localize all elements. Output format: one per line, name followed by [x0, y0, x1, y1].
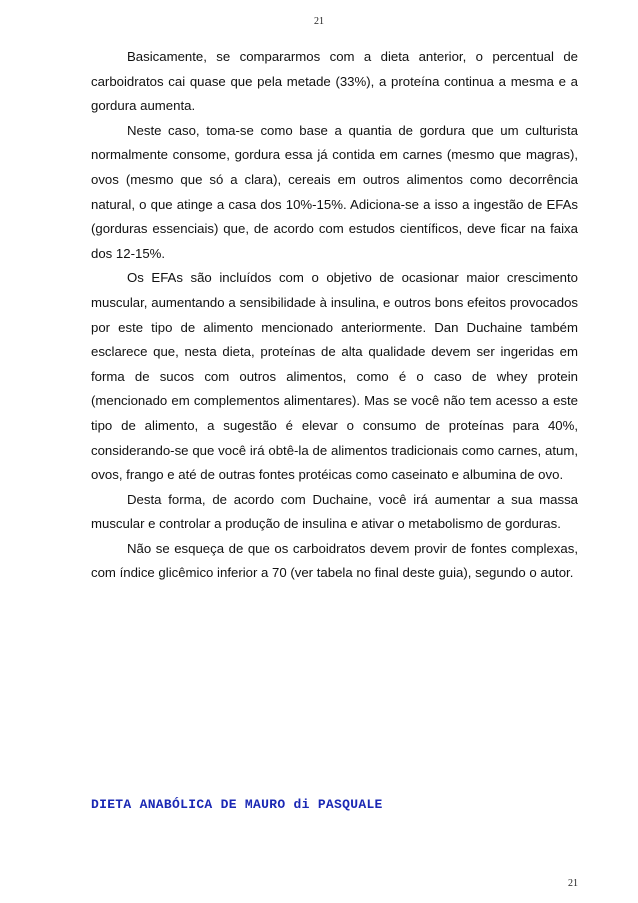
page-number-bottom: 21 [568, 878, 578, 889]
paragraph: Desta forma, de acordo com Duchaine, você irá aumentar a sua massa muscular e controlar a produção de insulina e ativar o metabolismo de gorduras. [91, 491, 578, 532]
paragraph: Basicamente, se compararmos com a dieta anterior, o percentual de carboidratos cai quase que pela metade (33%), a proteína continua a mesma e a gordura aumenta. [91, 49, 578, 114]
paragraph: Neste caso, toma-se como base a quantia de gordura que um culturista normalmente consome, gordura essa já contida em carnes (mesmo que magras), ovos (mesmo que só a clara), cereais em outros alimentos como decorrência natural, o que atinge a casa dos 10%-15%. Adiciona-se a isso a ingestão de EFAs (gorduras essenciais) que, de acordo com estudos científicos, deve ficar na faixa dos 12-15%. [91, 122, 578, 261]
section-heading: DIETA ANABÓLICA DE MAURO di PASQUALE [91, 797, 383, 812]
body-text [91, 45, 578, 586]
paragraph: Os EFAs são incluídos com o objetivo de ocasionar maior crescimento muscular, aumentando a sensibilidade à insulina, e outros bons efeitos provocados por este tipo de alimento mencionado anteriormente. Dan Duchaine também esclarece que, nesta dieta, proteínas de alta qualidade devem ser ingeridas em forma de sucos com outros alimentos, como é o caso de whey protein (mencionado em complementos alimentares). Mas se você não tem acesso a este tipo de alimento, a sugestão é elevar o consumo de proteínas para 40%, considerando-se que você irá obtê-la de alimentos tradicionais como carnes, atum, ovos, frango e até de outras fontes protéicas como caseinato e albumina de ovo. [91, 270, 578, 483]
paragraph: Não se esqueça de que os carboidratos devem provir de fontes complexas, com índice glicêmico inferior a 70 (ver tabela no final deste guia), segundo o autor. [91, 540, 578, 581]
page-number-top: 21 [314, 16, 324, 27]
